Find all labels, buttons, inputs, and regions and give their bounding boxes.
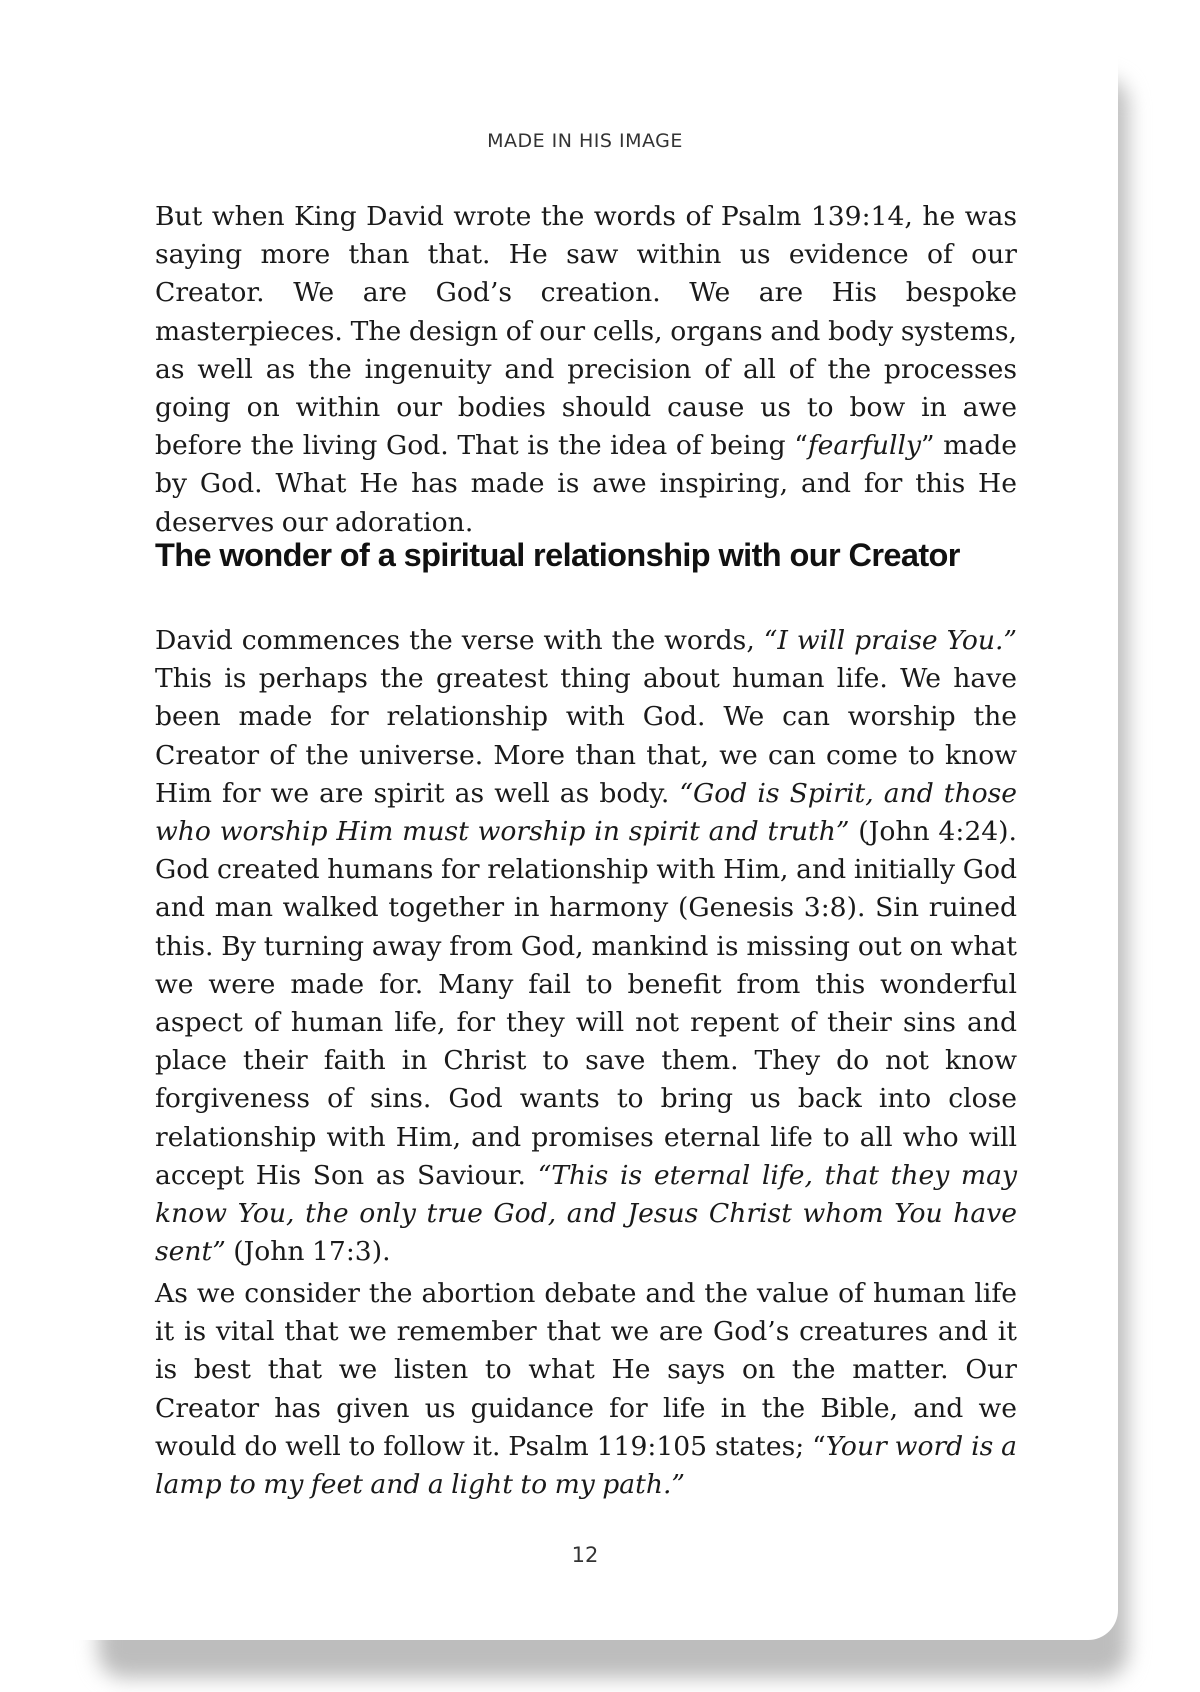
paragraph-2-text-4: (John 17:3).: [225, 1236, 391, 1268]
paragraph-1-italic: fearfully: [807, 430, 921, 462]
running-head: MADE IN HIS IMAGE: [487, 130, 683, 152]
paragraph-3: [155, 1275, 1017, 1504]
section-heading: The wonder of a spiritual relationship with our Creator: [155, 537, 960, 573]
paragraph-1: [155, 198, 1017, 542]
page-number: 12: [571, 1543, 599, 1567]
paragraph-2: [155, 622, 1017, 1271]
paragraph-2-text-3: (John 4:24). God created humans for relationship with Him, and initially God and man walked together in harmony (Genesis 3:8). Sin ruined this. By turning away from God, mankind is missing out on what we were made for. Many fail to benefit from this wonderful aspect of human life, for they will not repent of their sins and place their faith in Christ to save them. They do not know forgiveness of sins. God wants to bring us back into close relationship with Him, and promises eternal life to all who will accept His Son as Saviour.: [155, 816, 1017, 1191]
paragraph-3-quote-1: Your word is a lamp to my feet and a light to my path.”: [155, 1430, 1017, 1501]
paragraph-2-quote-3: “This is eternal life, that they may know You, the only true God, and Jesus Christ whom You have sent”: [155, 1159, 1017, 1268]
paragraph-3-text-1: As we consider the abortion debate and the value of human life it is vital that we remember that we are God’s creatures and it is best that we listen to what He says on the matter. Our Creator has given us guidance for life in the Bible, and we would do well to follow it. Psalm 119:105 states; “: [155, 1278, 1017, 1462]
paragraph-2-quote-2: “God is Spirit, and those who worship Him must worship in spirit and truth”: [155, 777, 1018, 848]
paragraph-1-text: But when King David wrote the words of Psalm 139:14, he was saying more than that. He saw within us evidence of our Creator. We are God’s creation. We are His bespoke masterpieces. The design of our cells, organs and body systems, as well as the ingenuity and precision of all of the processes going on within our bodies should cause us to bow in awe before the living God. That is the idea of being “: [155, 201, 1017, 462]
paragraph-2-text-2: This is perhaps the greatest thing about human life. We have been made for relationship with God. We can worship the Creator of the universe. More than that, we can come to know Him for we are spirit as well as body.: [155, 663, 1017, 809]
paragraph-2-quote-1: “I will praise You.”: [763, 625, 1018, 656]
paragraph-2-text-1: David commences the verse with the words,: [155, 625, 764, 656]
paragraph-1-text-end: ” made by God. What He has made is awe inspiring, and for this He deserves our adoration.: [155, 430, 1017, 538]
